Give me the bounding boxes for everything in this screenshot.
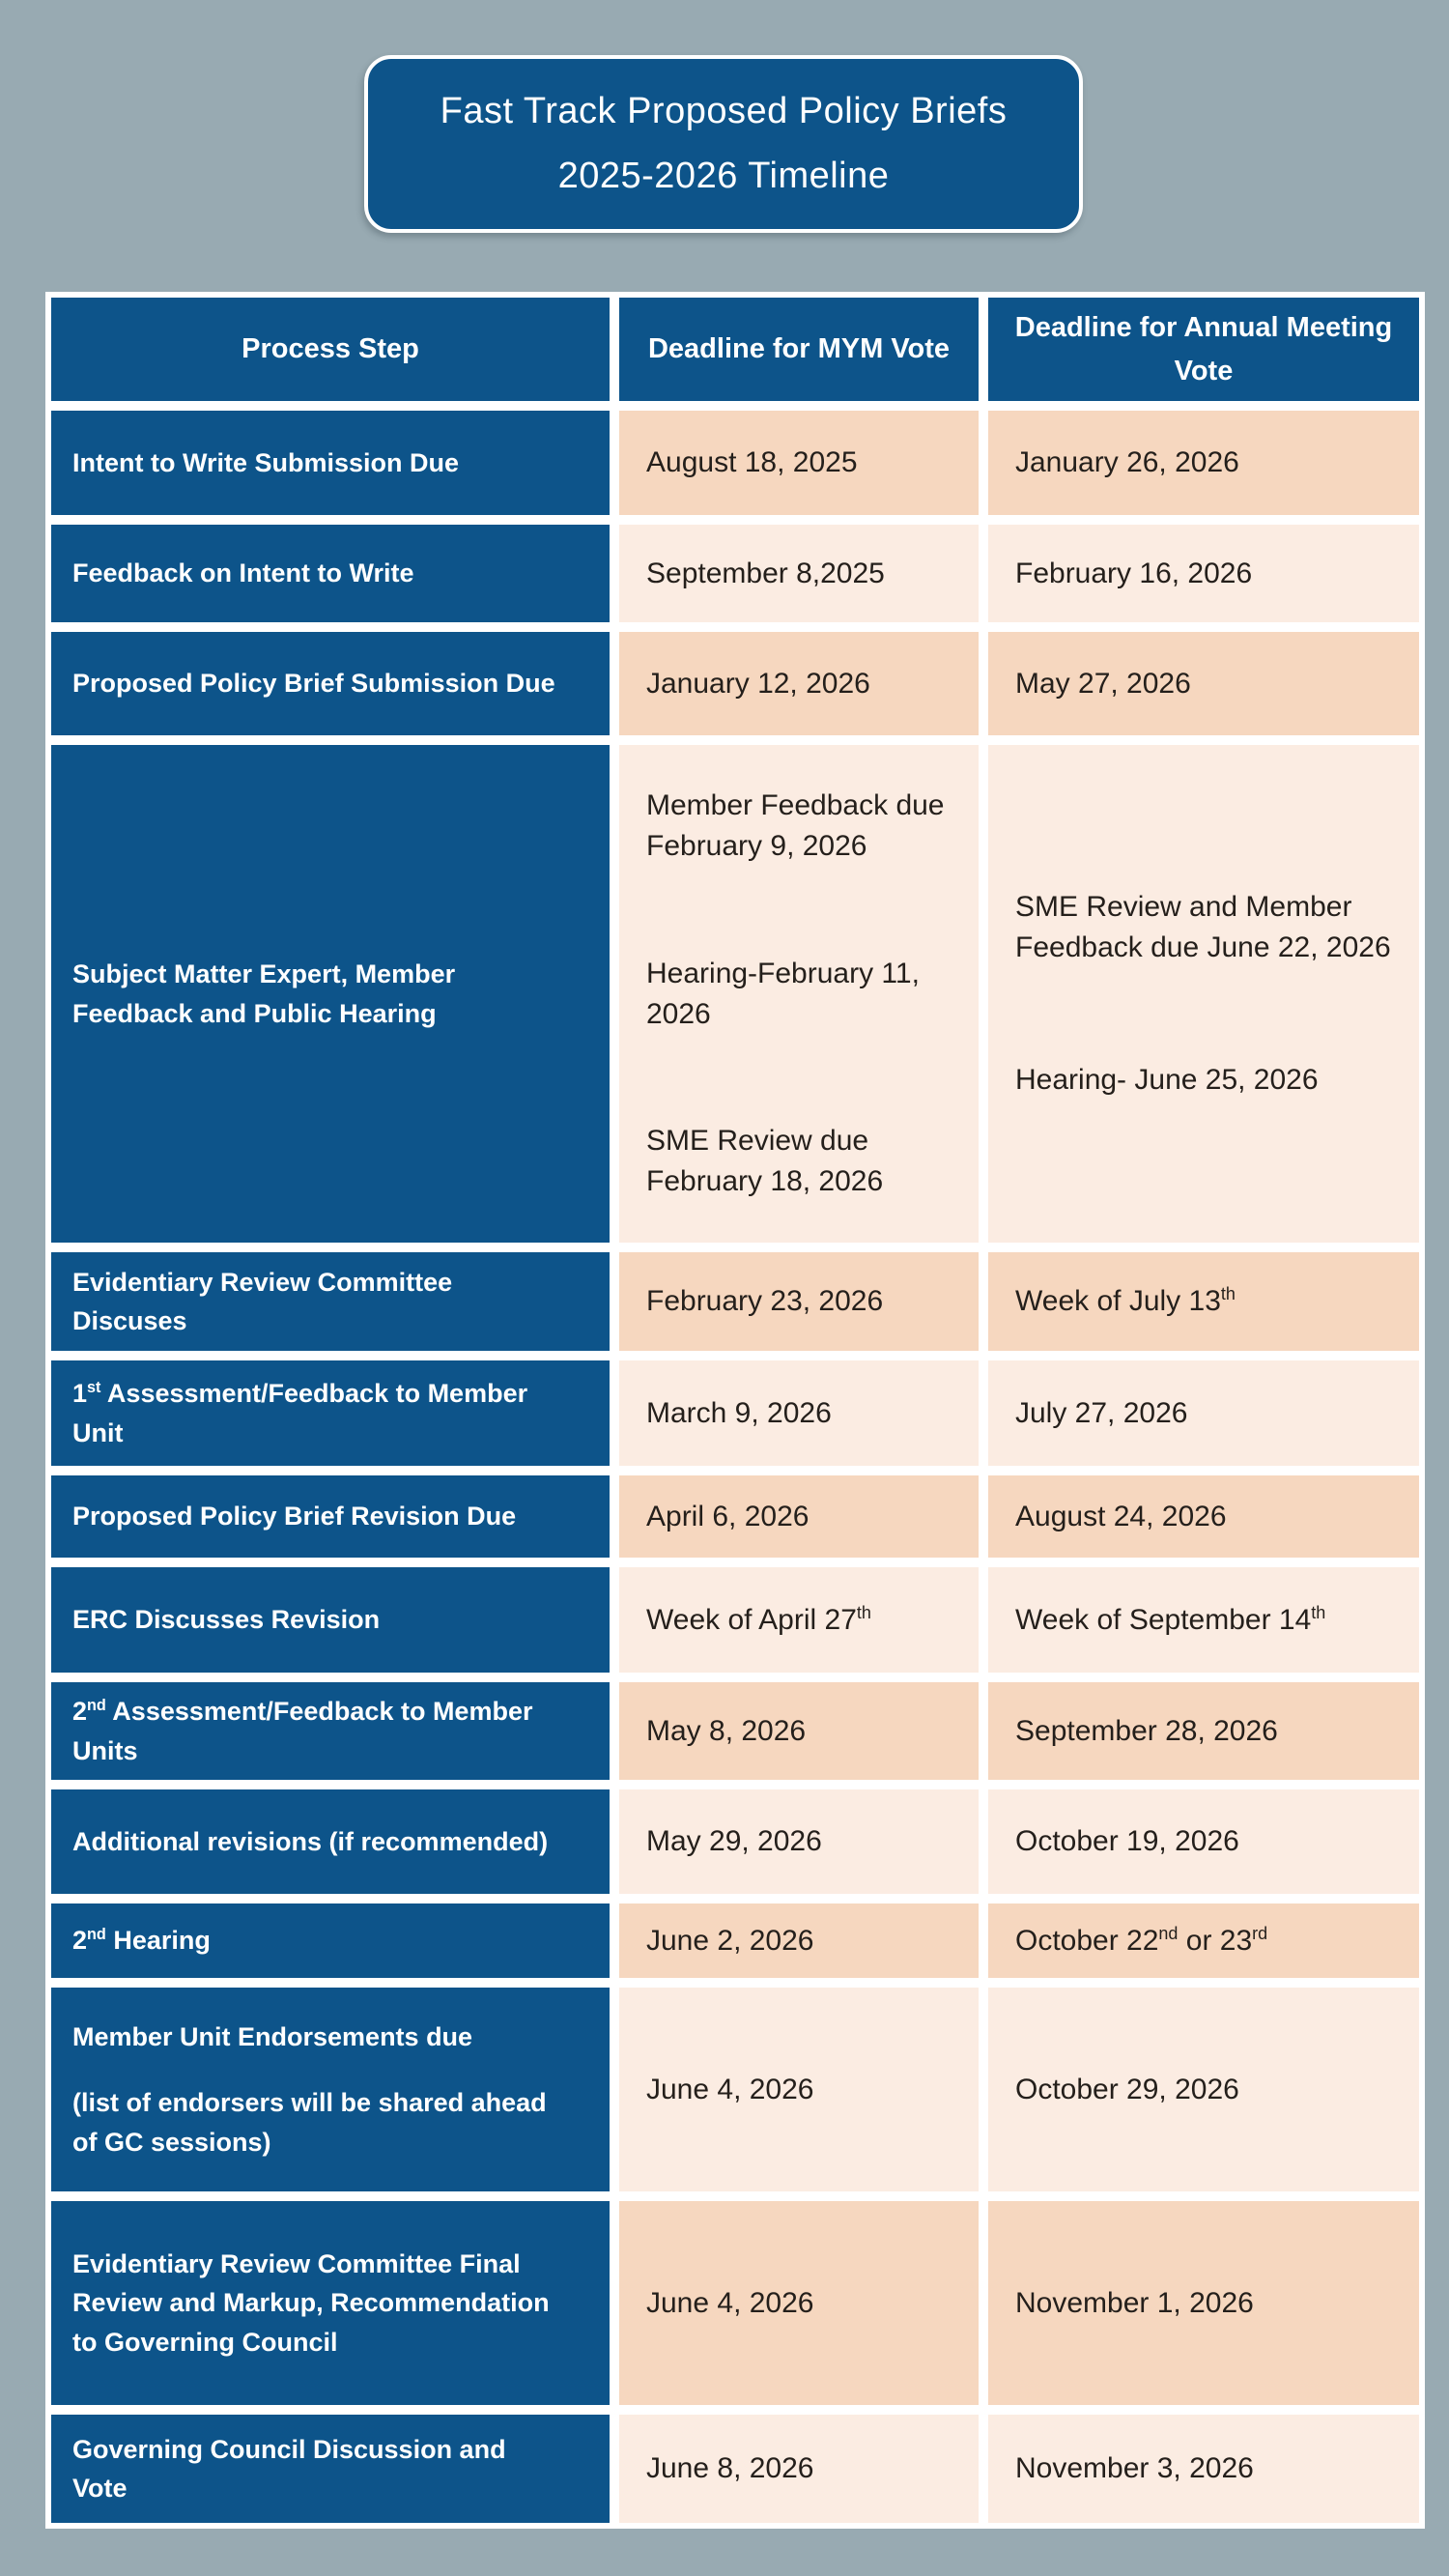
mym-deadline-cell: May 29, 2026: [619, 1789, 979, 1894]
table-row-gc-discussion-vote: [51, 2415, 1419, 2523]
table-row-brief-revision: [51, 1475, 1419, 1558]
mym-deadline-cell: February 23, 2026: [619, 1252, 979, 1351]
annual-deadline-cell: Week of September 14th: [988, 1567, 1419, 1673]
step-cell: Intent to Write Submission Due: [51, 411, 610, 515]
step-cell: 1st Assessment/Feedback to Member Unit: [51, 1360, 610, 1466]
mym-deadline-cell: June 2, 2026: [619, 1903, 979, 1978]
table-row-second-assessment: [51, 1682, 1419, 1780]
step-cell: Evidentiary Review Committee Final Review and Markup, Recommendation to Governing Council: [51, 2201, 610, 2405]
step-cell: Feedback on Intent to Write: [51, 525, 610, 622]
table-row-second-hearing: [51, 1903, 1419, 1978]
step-cell: Subject Matter Expert, Member Feedback and Public Hearing: [51, 745, 610, 1243]
annual-deadline-cell: November 1, 2026: [988, 2201, 1419, 2405]
page-title-line1: Fast Track Proposed Policy Briefs: [440, 91, 1008, 131]
step-cell: ERC Discusses Revision: [51, 1567, 610, 1673]
table-row-feedback-intent: [51, 525, 1419, 622]
step-cell: Evidentiary Review Committee Discuses: [51, 1252, 610, 1351]
table-row-erc-discusses-revision: [51, 1567, 1419, 1673]
mym-deadline-cell: Member Feedback due February 9, 2026 Hearing-February 11, 2026 SME Review due February 18, 2026: [619, 745, 979, 1243]
table-row-additional-revisions: [51, 1789, 1419, 1894]
step-cell: Governing Council Discussion and Vote: [51, 2415, 610, 2523]
mym-deadline-cell: August 18, 2025: [619, 411, 979, 515]
table-row-erc-discusses: [51, 1252, 1419, 1351]
mym-deadline-cell: May 8, 2026: [619, 1682, 979, 1780]
annual-deadline-cell: October 19, 2026: [988, 1789, 1419, 1894]
header-mym-deadline: Deadline for MYM Vote: [619, 298, 979, 401]
step-cell: Member Unit Endorsements due (list of endorsers will be shared ahead of GC sessions): [51, 1988, 610, 2191]
annual-deadline-cell: July 27, 2026: [988, 1360, 1419, 1466]
table-row-brief-submission: [51, 632, 1419, 735]
timeline-table: [45, 292, 1425, 2529]
title-box: [364, 55, 1083, 233]
header-process-step: Process Step: [51, 298, 610, 401]
mym-deadline-cell: September 8,2025: [619, 525, 979, 622]
annual-deadline-cell: October 29, 2026: [988, 1988, 1419, 2191]
annual-deadline-cell: October 22nd or 23rd: [988, 1903, 1419, 1978]
step-cell: Proposed Policy Brief Submission Due: [51, 632, 610, 735]
table-header-row: [51, 298, 1419, 401]
mym-deadline-cell: March 9, 2026: [619, 1360, 979, 1466]
step-cell: 2nd Hearing: [51, 1903, 610, 1978]
mym-deadline-cell: April 6, 2026: [619, 1475, 979, 1558]
step-cell: Additional revisions (if recommended): [51, 1789, 610, 1894]
table-row-intent-to-write: [51, 411, 1419, 515]
annual-deadline-cell: August 24, 2026: [988, 1475, 1419, 1558]
mym-deadline-cell: June 4, 2026: [619, 1988, 979, 2191]
table-row-first-assessment: [51, 1360, 1419, 1466]
table-row-sme-feedback-hearing: [51, 745, 1419, 1243]
annual-deadline-cell: September 28, 2026: [988, 1682, 1419, 1780]
step-cell: Proposed Policy Brief Revision Due: [51, 1475, 610, 1558]
mym-deadline-cell: January 12, 2026: [619, 632, 979, 735]
annual-deadline-cell: SME Review and Member Feedback due June 22, 2026 Hearing- June 25, 2026: [988, 745, 1419, 1243]
mym-deadline-cell: June 8, 2026: [619, 2415, 979, 2523]
table-row-member-endorsements: [51, 1988, 1419, 2191]
annual-deadline-cell: November 3, 2026: [988, 2415, 1419, 2523]
header-annual-deadline: Deadline for Annual Meeting Vote: [988, 298, 1419, 401]
annual-deadline-cell: Week of July 13th: [988, 1252, 1419, 1351]
page-title-line2: 2025-2026 Timeline: [557, 156, 890, 196]
annual-deadline-cell: May 27, 2026: [988, 632, 1419, 735]
mym-deadline-cell: Week of April 27th: [619, 1567, 979, 1673]
mym-deadline-cell: June 4, 2026: [619, 2201, 979, 2405]
step-cell: 2nd Assessment/Feedback to Member Units: [51, 1682, 610, 1780]
annual-deadline-cell: January 26, 2026: [988, 411, 1419, 515]
annual-deadline-cell: February 16, 2026: [988, 525, 1419, 622]
table-row-erc-final-review: [51, 2201, 1419, 2405]
